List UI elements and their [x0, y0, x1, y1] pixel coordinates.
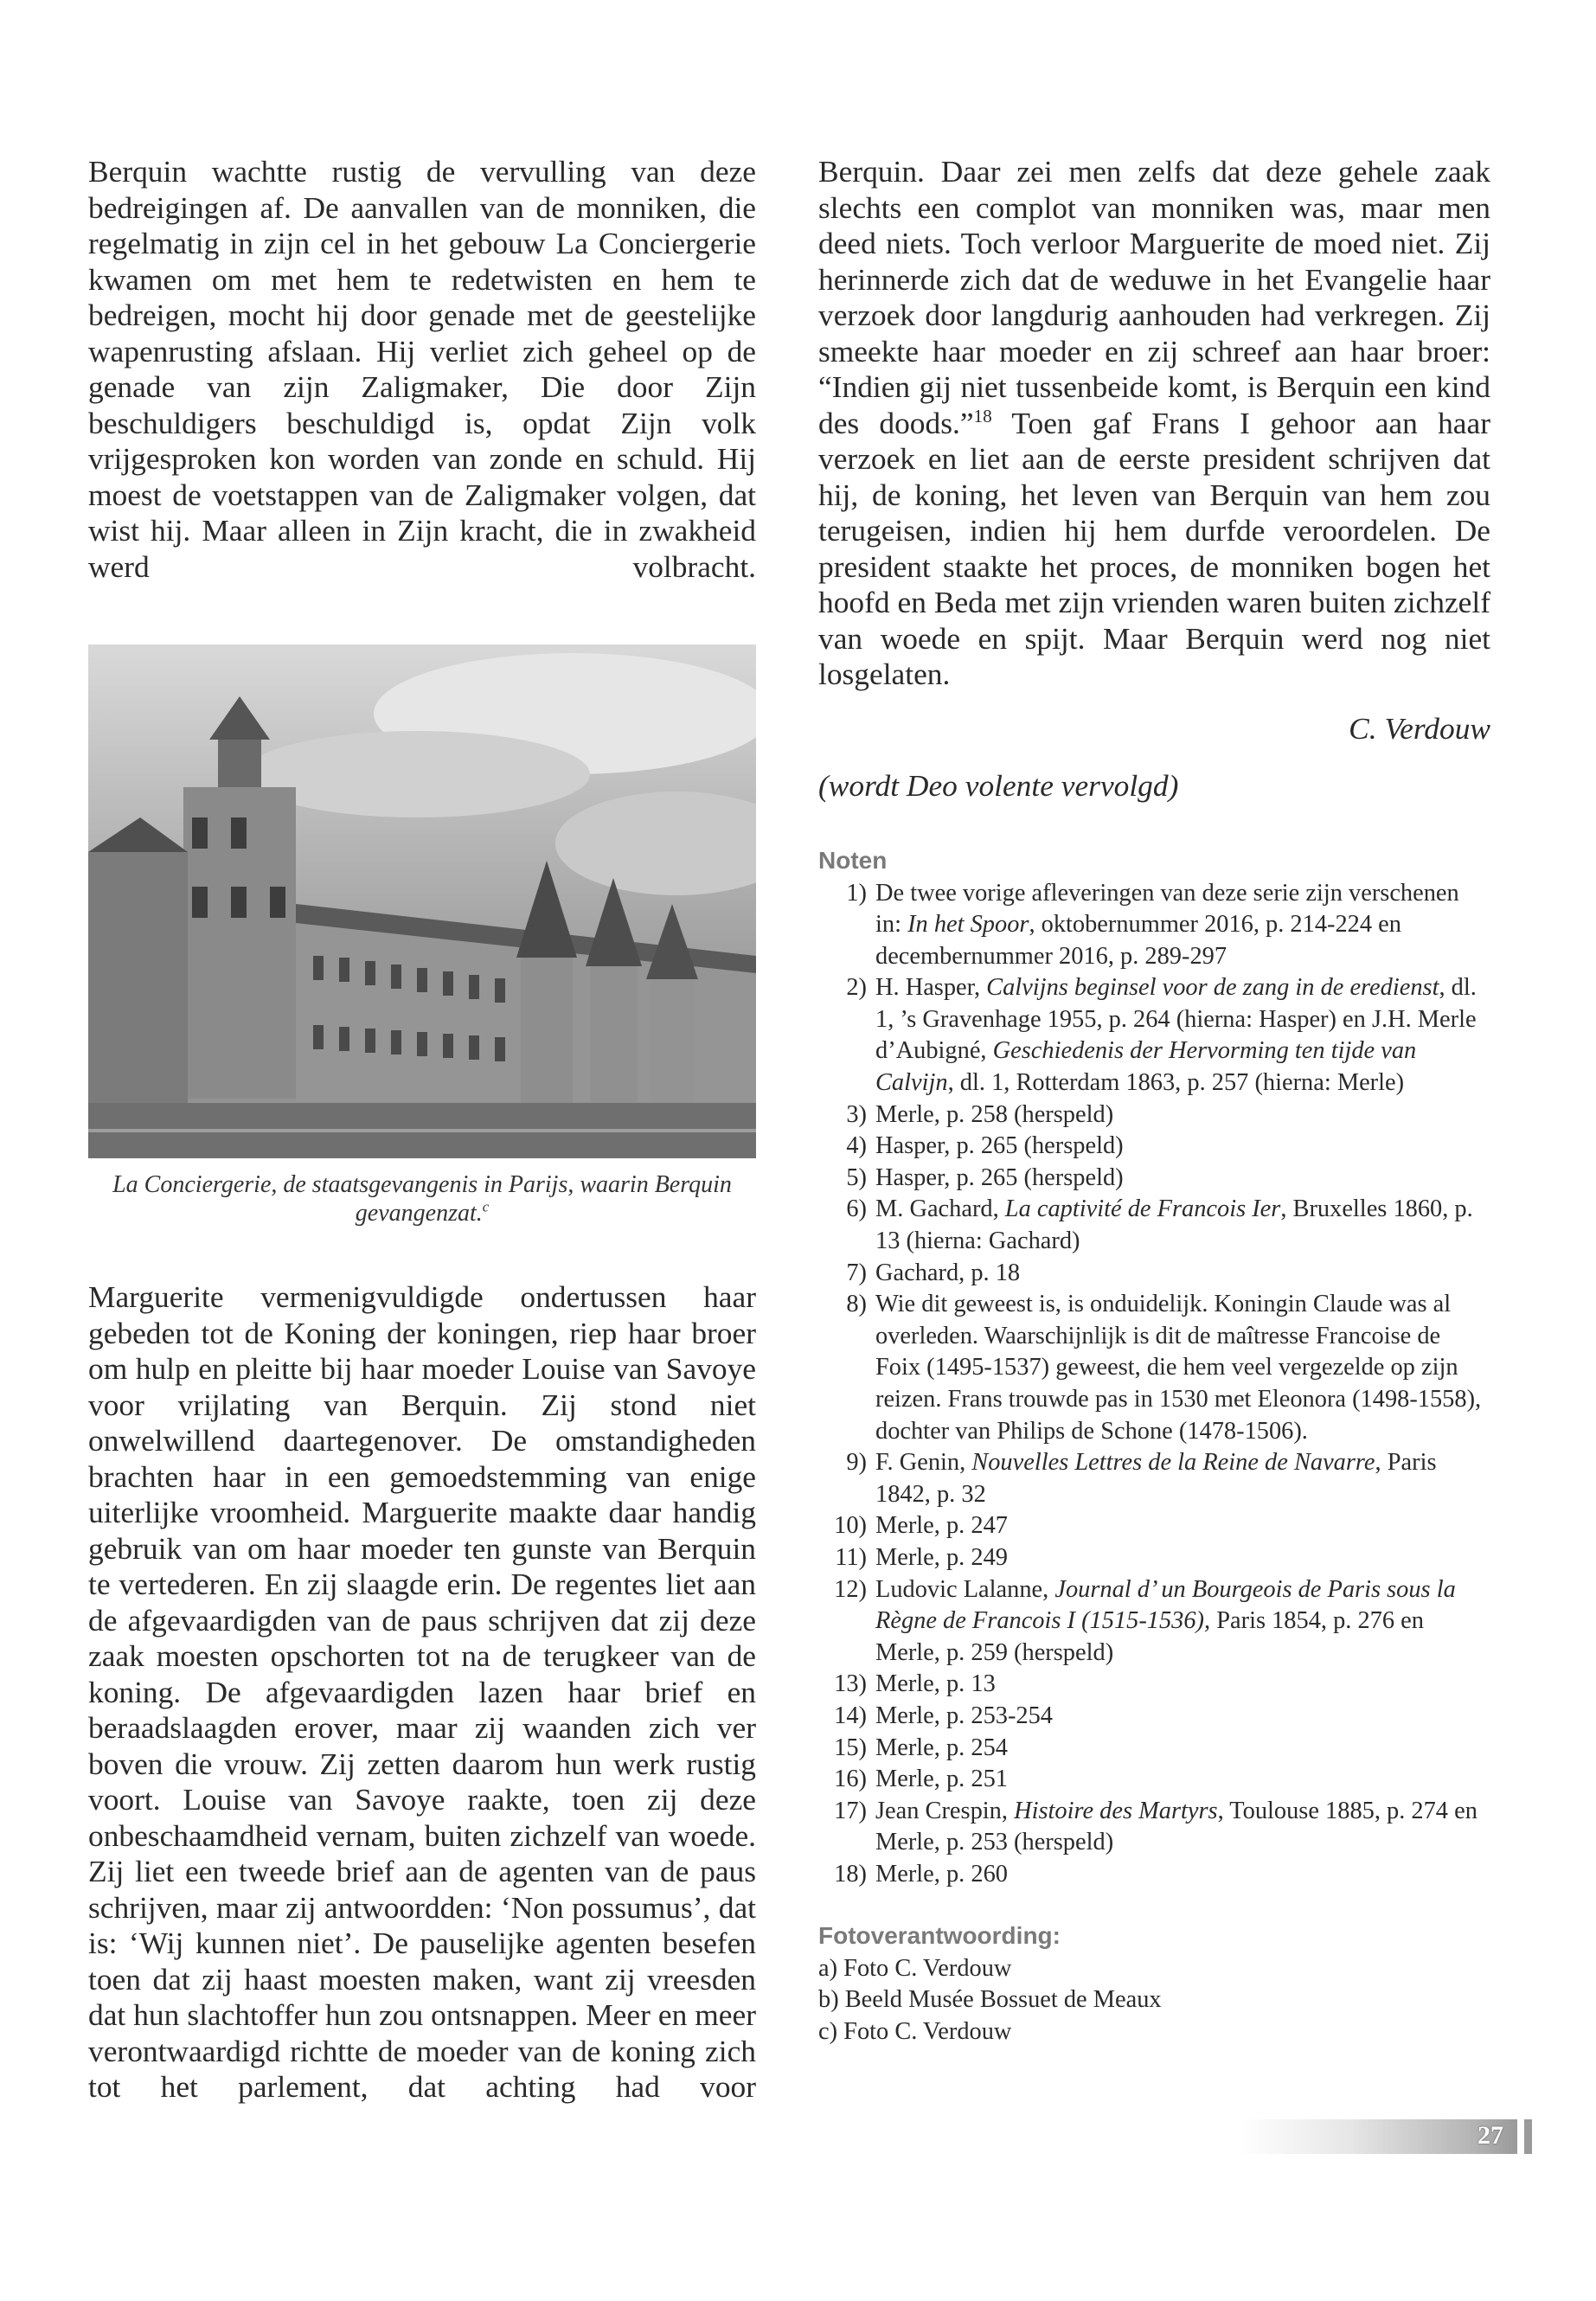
note-text: Merle, p. 251 — [875, 1766, 1008, 1793]
note-item — [818, 1510, 1490, 1542]
note-number: 4) — [846, 1132, 867, 1160]
notes-list — [818, 878, 1490, 1891]
note-text: Wie dit geweest is, is onduidelijk. Koningin Claude was al overleden. Waarschijnlijk is dit de maîtresse Francoise de Foix (1495-1537) geweest, die hem veel vergezelde op zijn reizen. Frans trouwde pas in 1530 met Eleonora (1498-1558), dochter van Philips de Schone (1478-1506). — [875, 1291, 1482, 1445]
notes-heading: Noten — [818, 846, 888, 874]
left-column — [88, 154, 756, 2106]
note-text: Merle, p. 260 — [875, 1860, 1008, 1888]
paragraph-1: Berquin wachtte rustig de vervulling van deze bedreigingen af. De aanvallen van de monniken, die regelmatig in zijn cel in het gebouw La Conciergerie kwamen om met hem te redetwisten en hem te bedreigen, mocht hij door genade met de geestelijke wapenrusting afslaan. Hij verliet zich geheel op de genade van zijn Zaligmaker, Die door Zijn beschuldigers beschuldigd is, opdat Zijn volk vrijgesproken kon worden van zonde en schuld. Hij moest de voetstappen van de Zaligmaker volgen, dat wist hij. Maar alleen in Zijn kracht, die in zwakheid werd volbracht. — [88, 154, 756, 584]
note-text: Jean Crespin, Histoire des Martyrs, Toulouse 1885, p. 274 en Merle, p. 253 (herspeld) — [875, 1797, 1477, 1856]
page-edge-tab — [1524, 2119, 1532, 2154]
note-number: 11) — [835, 1543, 867, 1571]
note-item — [818, 1542, 1490, 1574]
note-item — [818, 1701, 1490, 1733]
note-number: 15) — [834, 1734, 867, 1761]
left-text-top — [88, 154, 756, 585]
credits-heading: Fotoverantwoording: — [818, 1921, 1061, 1949]
caption-superscript: c — [482, 1198, 490, 1215]
note-item — [818, 1099, 1490, 1131]
note-item — [818, 1574, 1490, 1670]
note-item — [818, 972, 1490, 1099]
page-number: 27 — [1477, 2121, 1503, 2150]
credit-item: b) Beeld Musée Bossuet de Meaux — [818, 1986, 1162, 2014]
credit-item: a) Foto C. Verdouw — [818, 1954, 1012, 1982]
note-text: Merle, p. 258 (herspeld) — [875, 1100, 1114, 1128]
note-text: De twee vorige afleveringen van deze serie zijn verschenen in: In het Spoor, oktobernummer 2016, p. 214-224 en decembernummer 2016, p. 289-297 — [875, 879, 1459, 970]
note-item — [818, 1859, 1490, 1891]
note-number: 3) — [846, 1100, 867, 1128]
note-item — [818, 1194, 1490, 1257]
note-text: Merle, p. 254 — [875, 1734, 1008, 1761]
note-item — [818, 1289, 1490, 1447]
note-number: 9) — [846, 1449, 867, 1477]
right-column — [818, 154, 1490, 2048]
note-text: Ludovic Lalanne, Journal d’ un Bourgeois de Paris sous la Règne de Francois I (1515-1536), Paris 1854, p. 276 en Merle, p. 259 (herspeld) — [875, 1575, 1456, 1666]
note-item — [818, 1733, 1490, 1765]
photo-caption — [88, 1170, 756, 1227]
note-text: Merle, p. 13 — [875, 1670, 996, 1698]
note-item — [818, 1258, 1490, 1290]
conciergerie-illustration — [88, 644, 756, 1158]
note-item — [818, 1764, 1490, 1796]
note-text: Merle, p. 249 — [875, 1543, 1008, 1571]
note-number: 14) — [834, 1702, 867, 1729]
footnote-ref-18: 18 — [973, 405, 992, 426]
note-item — [818, 1131, 1490, 1163]
caption-text: La Conciergerie, de staatsgevangenis in Parijs, waarin Berquin gevangenzat. — [112, 1171, 732, 1227]
paragraph-3-part-2: Toen gaf Frans I gehoor aan haar verzoek en liet aan de eerste president schrijven dat hij, de koning, het leven van Berquin van hem zou terugeisen, indien hij hem durfde veroordelen. De president staakte het proces, de monniken bogen het hoofd en Beda met zijn vrienden waren buiten zichzelf van woede en spijt. Maar Berquin werd nog niet losgelaten. — [818, 405, 1490, 691]
note-number: 2) — [846, 974, 867, 1002]
note-item — [818, 878, 1490, 973]
note-number: 6) — [846, 1195, 867, 1223]
note-item — [818, 1447, 1490, 1510]
note-number: 13) — [834, 1670, 867, 1698]
note-number: 10) — [834, 1512, 867, 1540]
note-text: Merle, p. 253-254 — [875, 1702, 1054, 1729]
note-number: 16) — [834, 1766, 867, 1793]
note-number: 17) — [834, 1797, 867, 1824]
author-signature: C. Verdouw — [1349, 710, 1490, 746]
note-text: F. Genin, Nouvelles Lettres de la Reine de Navarre, Paris 1842, p. 32 — [875, 1449, 1437, 1508]
continuation-note: (wordt Deo volente vervolgd) — [818, 767, 1179, 803]
note-number: 12) — [834, 1575, 867, 1603]
paragraph-2: Marguerite vermenigvuldigde ondertussen haar gebeden tot de Koning der koningen, riep haar broer om hulp en pleitte bij haar moeder Louise van Savoye voor vrijlating van Berquin. Zij stond niet onwelwillend daartegenover. De omstandigheden brachten haar in een gemoedstemming van enige uiterlijke vroomheid. Marguerite maakte daar handig gebruik van om haar moeder ten gunste van Berquin te vertederen. En zij slaagde erin. De regentes liet aan de afgevaardigden van de paus schrijven dat zij deze zaak moesten opschorten tot na de terugkeer van de koning. De afgevaardigden lazen haar brief en beraadslaagden erover, maar zij waanden zich ver boven die vrouw. Zij zetten daarom hun werk rustig voort. Louise van Savoye raakte, toen zij deze onbeschaamdheid vernam, buiten zichzelf van woede. Zij liet een tweede brief aan de agenten van de paus schrijven, maar zij antwoordden: ‘Non possumus’, dat is: ‘Wij kunnen niet’. De pauselijke agenten besefen toen dat zij haast moesten maken, want zij vreesden dat hun slachtoffer hun zou ontsnappen. Meer en meer verontwaardigd richtte de moeder van de koning zich tot het parlement, dat achting had voor — [88, 1279, 756, 2104]
conciergerie-photo — [88, 644, 756, 1158]
credit-item: c) Foto C. Verdouw — [818, 2017, 1012, 2045]
note-text: Merle, p. 247 — [875, 1512, 1008, 1540]
note-text: Hasper, p. 265 (herspeld) — [875, 1163, 1124, 1191]
note-number: 1) — [846, 879, 867, 907]
note-text: Gachard, p. 18 — [875, 1259, 1021, 1286]
note-number: 5) — [846, 1163, 867, 1191]
note-text: M. Gachard, La captivité de Francois Ier, Bruxelles 1860, p. 13 (hierna: Gachard) — [875, 1195, 1473, 1255]
note-text: H. Hasper, Calvijns beginsel voor de zang in de eredienst, dl. 1, ’s Gravenhage 1955, p. 264 (hierna: Hasper) en J.H. Merle d’Aubigné, Geschiedenis der Hervorming ten tijde van Calvijn, dl. 1, Rotterdam 1863, p. 257 (hierna: Merle) — [875, 974, 1477, 1097]
note-text: Hasper, p. 265 (herspeld) — [875, 1132, 1124, 1160]
left-text-bottom — [88, 1279, 756, 2106]
right-text — [818, 154, 1490, 693]
paragraph-3 — [818, 154, 1490, 693]
note-item — [818, 1163, 1490, 1195]
note-number: 8) — [846, 1291, 867, 1318]
credits-list — [818, 1953, 1490, 2048]
note-item — [818, 1796, 1490, 1859]
page-number-bar — [1240, 2119, 1517, 2154]
note-item — [818, 1669, 1490, 1701]
note-number: 18) — [834, 1860, 867, 1888]
paragraph-3-part-1: Berquin. Daar zei men zelfs dat deze gehele zaak slechts een complot van monniken was, maar men deed niets. Toch verloor Marguerite de moed niet. Zij herinnerde zich dat de weduwe in het Evangelie haar verzoek door langdurig aanhouden had verkregen. Zij smeekte haar moeder en zij schreef aan haar broer: “Indien gij niet tussenbeide komt, is Berquin een kind des doods.” — [818, 154, 1490, 440]
note-number: 7) — [846, 1259, 867, 1286]
